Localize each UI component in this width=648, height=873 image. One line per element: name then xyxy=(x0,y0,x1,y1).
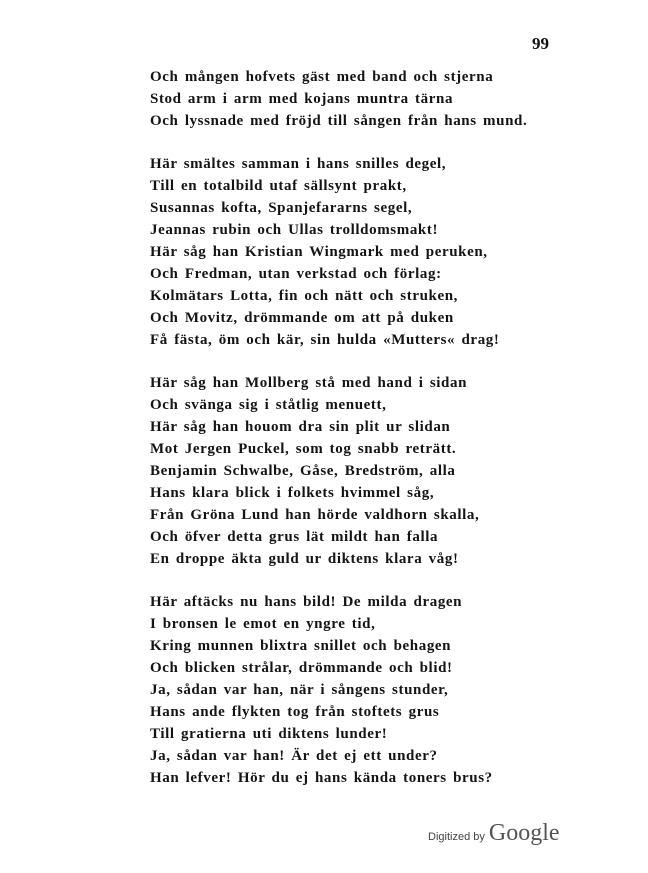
verse-line: En droppe äkta guld ur diktens klara våg! xyxy=(150,551,459,567)
stanza xyxy=(150,372,527,570)
verse-line: Ja, sådan var han! Är det ej ett under? xyxy=(150,748,438,764)
verse-line: Och Fredman, utan verkstad och förlag: xyxy=(150,266,442,282)
verse-line: Och mången hofvets gäst med band och stjerna xyxy=(150,69,494,85)
poem-text xyxy=(150,66,527,810)
verse-line: Han lefver! Hör du ej hans kända toners brus? xyxy=(150,770,493,786)
verse-line: Och svänga sig i ståtlig menuett, xyxy=(150,397,387,413)
verse-line: Från Gröna Lund han hörde valdhorn skalla, xyxy=(150,507,480,523)
verse-line: Mot Jergen Puckel, som tog snabb reträtt. xyxy=(150,441,457,457)
verse-line: Och Movitz, drömmande om att på duken xyxy=(150,310,454,326)
verse-line: Susannas kofta, Spanjefararns segel, xyxy=(150,200,413,216)
verse-line: Till en totalbild utaf sällsynt prakt, xyxy=(150,178,407,194)
watermark-brand: Google xyxy=(488,820,560,846)
verse-line: Benjamin Schwalbe, Gåse, Bredström, alla xyxy=(150,463,456,479)
verse-line: I bronsen le emot en yngre tid, xyxy=(150,616,376,632)
verse-line: Här såg han houom dra sin plit ur slidan xyxy=(150,419,451,435)
verse-line: Ja, sådan var han, när i sångens stunder, xyxy=(150,682,449,698)
digitized-by-google-watermark xyxy=(428,820,560,847)
verse-line: Och lyssnade med fröjd till sången från hans mund. xyxy=(150,113,528,129)
verse-line: Här smältes samman i hans snilles degel, xyxy=(150,156,447,172)
verse-line: Här såg han Mollberg stå med hand i sidan xyxy=(150,375,468,391)
verse-line: Hans klara blick i folkets hvimmel såg, xyxy=(150,485,435,501)
verse-line: Jeannas rubin och Ullas trolldomsmakt! xyxy=(150,222,439,238)
verse-line: Kring munnen blixtra snillet och behagen xyxy=(150,638,452,654)
verse-line: Få fästa, öm och kär, sin hulda «Mutters« drag! xyxy=(150,332,500,348)
verse-line: Här såg han Kristian Wingmark med peruken, xyxy=(150,244,488,260)
verse-line: Här aftäcks nu hans bild! De milda dragen xyxy=(150,594,463,610)
verse-line: Och öfver detta grus lät mildt han falla xyxy=(150,529,439,545)
verse-line: Och blicken strålar, drömmande och blid! xyxy=(150,660,453,676)
page-number: 99 xyxy=(532,34,549,53)
stanza xyxy=(150,66,527,132)
verse-line: Hans ande flykten tog från stoftets grus xyxy=(150,704,440,720)
watermark-prefix: Digitized by xyxy=(428,831,485,843)
verse-line: Kolmätars Lotta, fin och nätt och struken, xyxy=(150,288,459,304)
stanza xyxy=(150,591,527,789)
verse-line: Till gratierna uti diktens lunder! xyxy=(150,726,388,742)
verse-line: Stod arm i arm med kojans muntra tärna xyxy=(150,91,454,107)
stanza xyxy=(150,153,527,351)
